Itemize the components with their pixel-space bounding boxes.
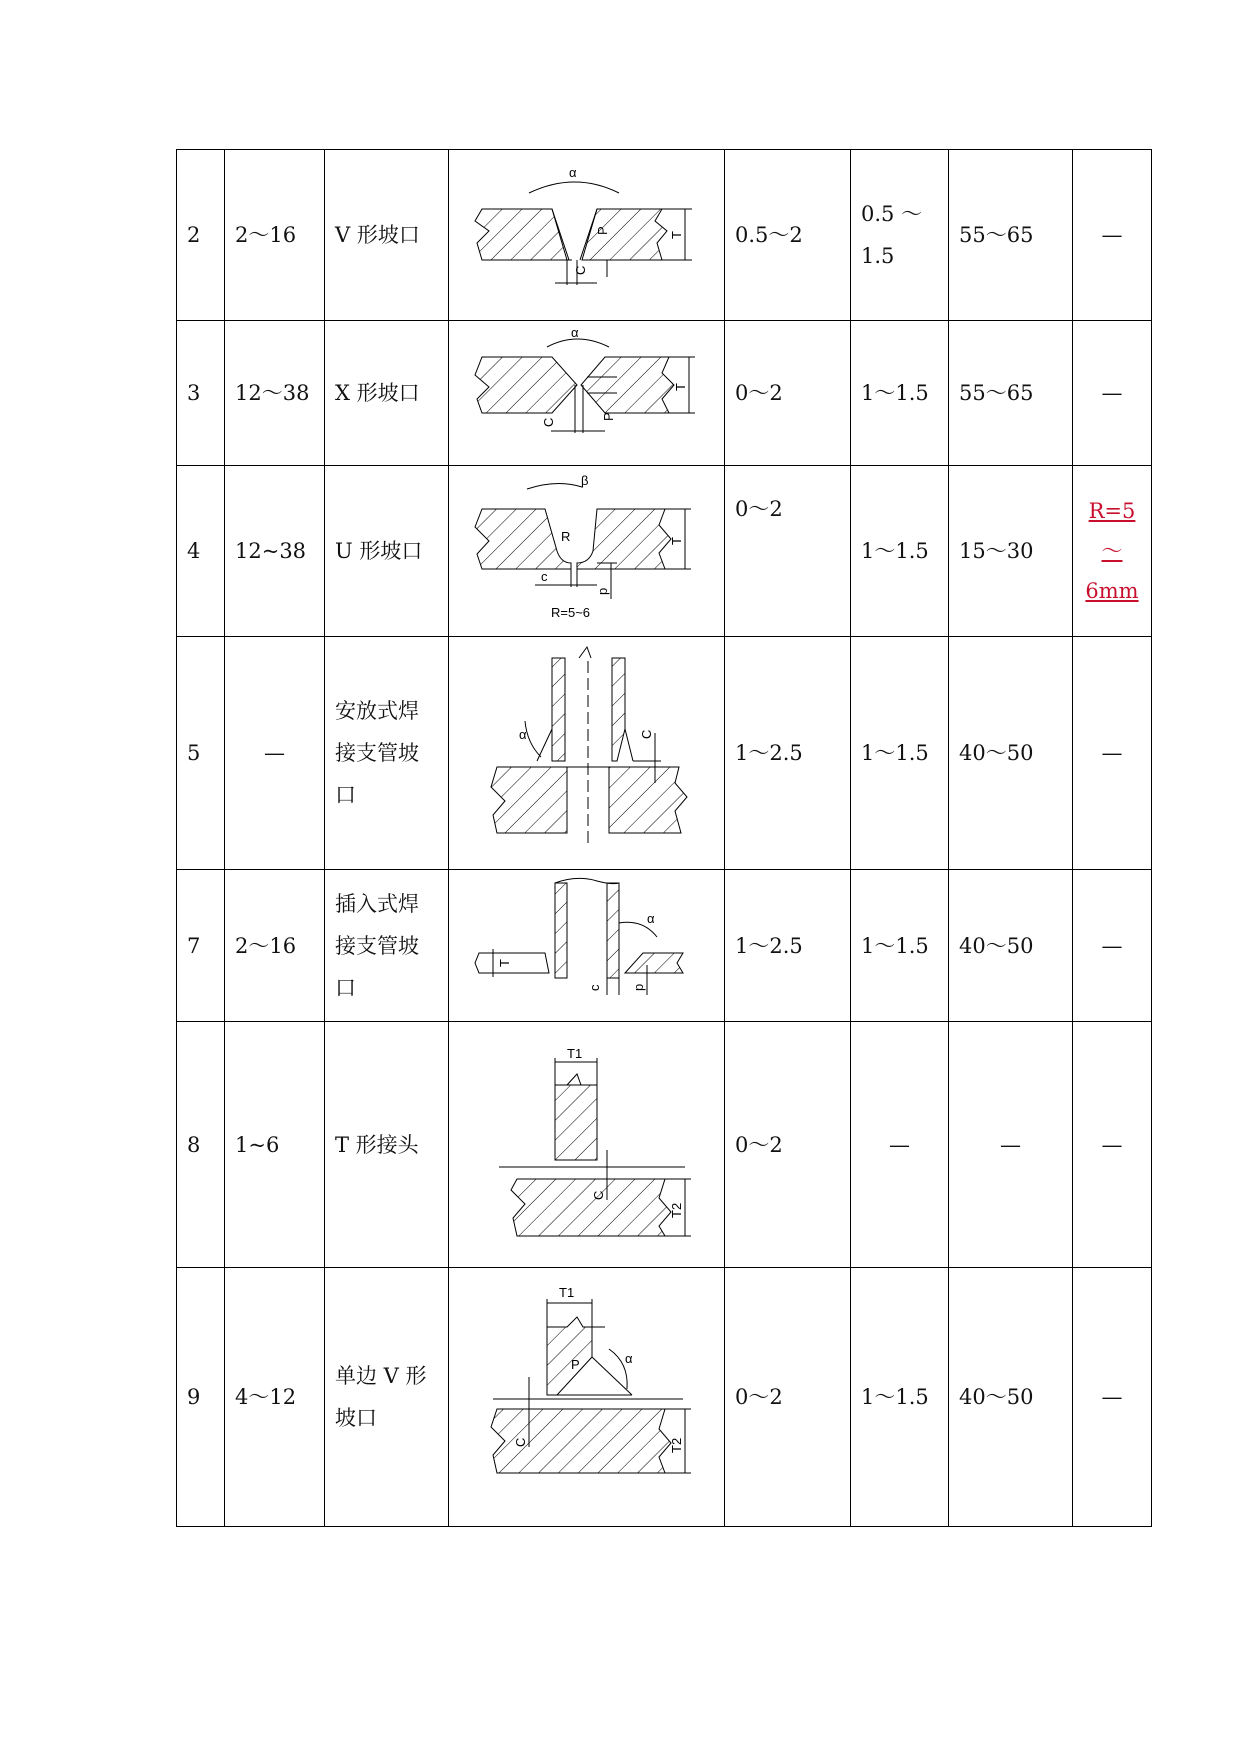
groove-name: 安放式焊接支管坡口 xyxy=(325,637,449,870)
thickness-range: 2～16 xyxy=(225,870,325,1022)
remark: — xyxy=(1073,637,1152,870)
x-groove-figure xyxy=(457,323,717,463)
t-label: T xyxy=(668,231,684,239)
gap-value: 0.5～2 xyxy=(725,150,851,321)
groove-angle-value: 40～50 xyxy=(949,870,1073,1022)
groove-angle-value: 55～65 xyxy=(949,150,1073,321)
table-row xyxy=(177,1022,1152,1268)
groove-name: 单边 V 形坡口 xyxy=(325,1268,449,1527)
figure-cell xyxy=(449,321,725,466)
groove-name: X 形坡口 xyxy=(325,321,449,466)
u-groove-figure xyxy=(457,469,717,634)
gap-value: 0～2 xyxy=(725,321,851,466)
row-number: 5 xyxy=(177,637,225,870)
root-face-value: 0.5 ～ 1.5 xyxy=(851,150,949,321)
thickness-range: 12～38 xyxy=(225,321,325,466)
figure-cell xyxy=(449,1022,725,1268)
groove-angle-value: 40～50 xyxy=(949,637,1073,870)
groove-angle-value: — xyxy=(949,1022,1073,1268)
p-label: P xyxy=(570,1357,580,1372)
row-number: 8 xyxy=(177,1022,225,1268)
root-face-value: 1～1.5 xyxy=(851,637,949,870)
groove-name: V 形坡口 xyxy=(325,150,449,321)
gap-value: 0～2 xyxy=(725,1268,851,1527)
alpha-label: α xyxy=(646,911,655,926)
figure-cell xyxy=(449,870,725,1022)
groove-angle-value: 55～65 xyxy=(949,321,1073,466)
table-row xyxy=(177,637,1152,870)
groove-name: T 形接头 xyxy=(325,1022,449,1268)
alpha-label: α xyxy=(570,325,579,340)
figure-cell xyxy=(449,150,725,321)
beta-label: β xyxy=(580,472,588,488)
groove-table xyxy=(176,149,1152,1527)
thickness-range: 4～12 xyxy=(225,1268,325,1527)
root-face-value: 1～1.5 xyxy=(851,870,949,1022)
table-row xyxy=(177,466,1152,637)
row-number: 4 xyxy=(177,466,225,637)
row-number: 2 xyxy=(177,150,225,321)
row-number: 7 xyxy=(177,870,225,1022)
table-row xyxy=(177,1268,1152,1527)
gap-value: 1～2.5 xyxy=(725,637,851,870)
set-on-figure xyxy=(457,643,717,863)
t2-label: T2 xyxy=(668,1202,684,1218)
figure-cell xyxy=(449,1268,725,1527)
c-label: C xyxy=(572,265,588,275)
table-row xyxy=(177,321,1152,466)
alpha-label: α xyxy=(518,727,527,742)
figure-cell xyxy=(449,466,725,637)
t2-label: T2 xyxy=(668,1437,684,1453)
c-label: C xyxy=(512,1437,528,1447)
alpha-label: α xyxy=(568,165,577,180)
c-label: c xyxy=(540,568,547,584)
t1-label: T1 xyxy=(558,1285,574,1300)
t-joint-figure xyxy=(457,1040,717,1250)
p-label: p xyxy=(630,983,646,991)
t1-label: T1 xyxy=(566,1045,582,1061)
thickness-range: — xyxy=(225,637,325,870)
r-label: R xyxy=(560,528,570,544)
root-face-value: 1～1.5 xyxy=(851,1268,949,1527)
v-groove-figure xyxy=(457,155,717,315)
p-label: p xyxy=(594,587,610,595)
t-label: T xyxy=(672,383,688,391)
thickness-range: 2～16 xyxy=(225,150,325,321)
thickness-range: 1~6 xyxy=(225,1022,325,1268)
groove-angle-value: 40～50 xyxy=(949,1268,1073,1527)
alpha-label: α xyxy=(624,1351,633,1366)
root-face-value: 1～1.5 xyxy=(851,466,949,637)
remark: — xyxy=(1073,1268,1152,1527)
groove-name: 插入式焊接支管坡口 xyxy=(325,870,449,1022)
c-label: C xyxy=(638,729,654,739)
gap-value: 1～2.5 xyxy=(725,870,851,1022)
p-label: P xyxy=(600,412,616,421)
r-note: R=5~6 xyxy=(550,604,590,620)
groove-name: U 形坡口 xyxy=(325,466,449,637)
remark: — xyxy=(1073,870,1152,1022)
remark: — xyxy=(1073,150,1152,321)
gap-value: 0～2 xyxy=(725,1022,851,1268)
remark: — xyxy=(1073,321,1152,466)
c-label: C xyxy=(590,1190,606,1200)
thickness-range: 12~38 xyxy=(225,466,325,637)
root-face-value: — xyxy=(851,1022,949,1268)
figure-cell xyxy=(449,637,725,870)
c-label: c xyxy=(586,984,602,991)
c-label: C xyxy=(540,417,556,427)
gap-value: 0～2 xyxy=(725,466,851,637)
groove-angle-value: 15～30 xyxy=(949,466,1073,637)
set-in-figure xyxy=(457,873,717,1018)
row-number: 9 xyxy=(177,1268,225,1527)
remark: R=5 ～ 6mm xyxy=(1073,466,1152,637)
root-face-value: 1～1.5 xyxy=(851,321,949,466)
remark: — xyxy=(1073,1022,1152,1268)
t-label: T xyxy=(668,536,684,545)
row-number: 3 xyxy=(177,321,225,466)
t-label: T xyxy=(496,959,512,967)
single-v-figure xyxy=(457,1277,717,1517)
table-row xyxy=(177,870,1152,1022)
p-label: P xyxy=(594,226,610,235)
table-row xyxy=(177,150,1152,321)
